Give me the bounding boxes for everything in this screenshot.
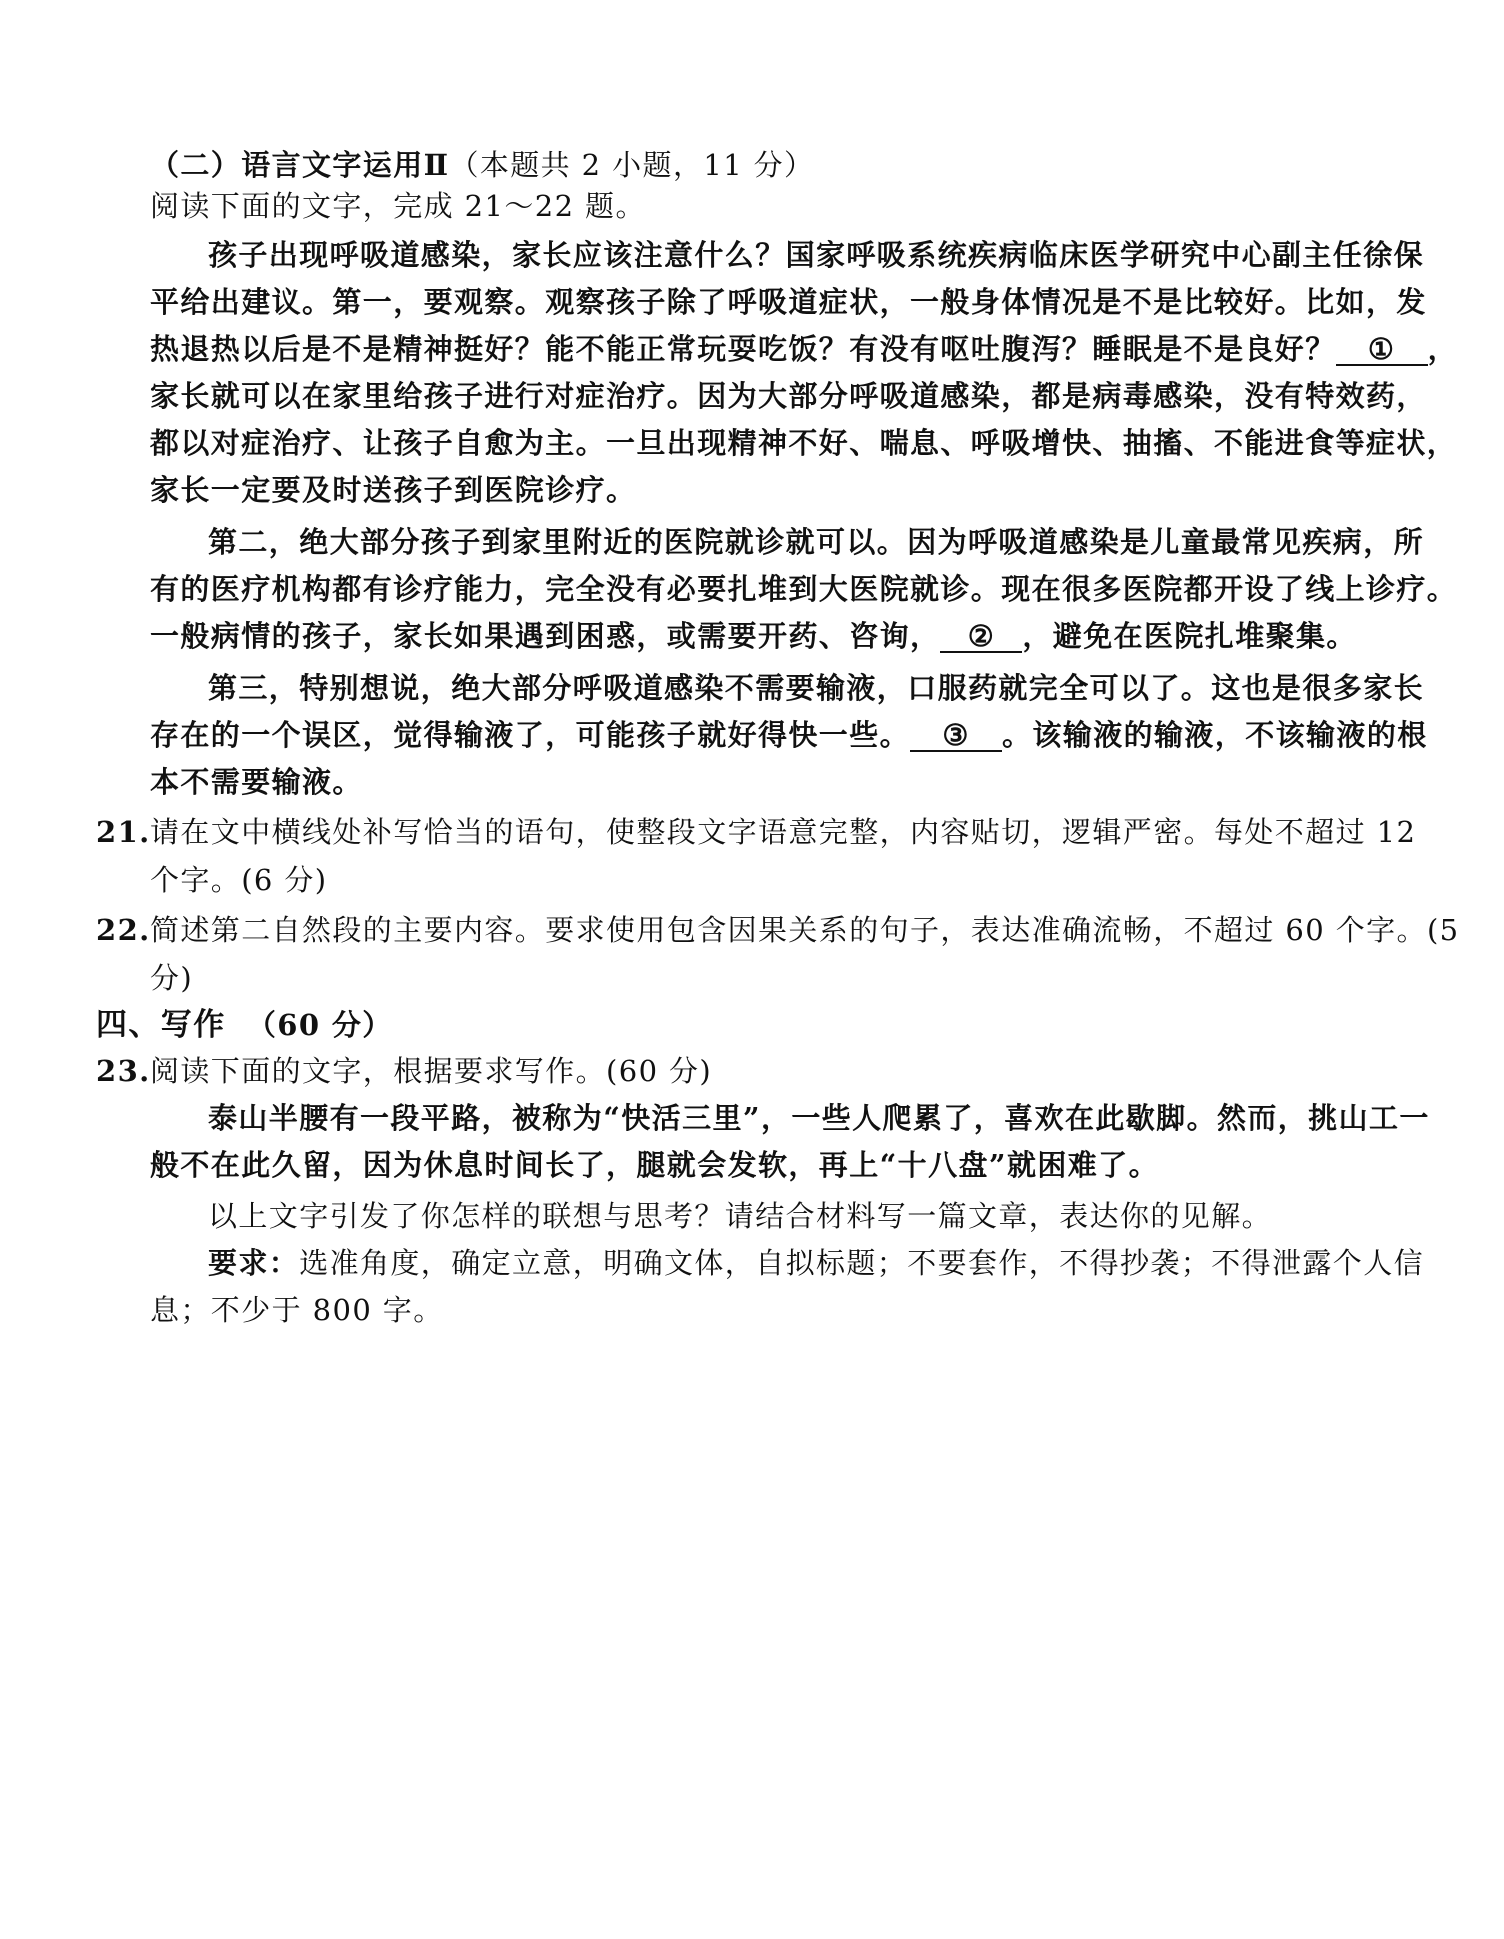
question-22-line2: 分) xyxy=(150,961,194,995)
requirements-label: 要求： xyxy=(208,1246,300,1280)
section2-score: （本题共 2 小题，11 分） xyxy=(449,148,815,182)
passage-p1-line2: 平给出建议。第一，要观察。观察孩子除了呼吸道症状，一般身体情况是不是比较好。比如，发 xyxy=(150,285,1427,319)
question-21-number: 21. xyxy=(96,815,151,849)
question-21 xyxy=(96,812,1416,852)
requirements-line2: 息；不少于 800 字。 xyxy=(150,1293,444,1327)
passage-p3-line2-end: 。该输液的输液，不该输液的根 xyxy=(1002,718,1428,752)
passage-p1-line3-text: 热退热以后是不是精神挺好？能不能正常玩耍吃饭？有没有呕吐腹泻？睡眠是不是良好？ xyxy=(150,332,1336,366)
section4-title: 四、写作 xyxy=(96,1007,226,1043)
question-23-number: 23. xyxy=(96,1054,151,1088)
passage-p2-line3-end: ，避免在医院扎堆聚集。 xyxy=(1022,619,1357,653)
passage-p1-line4: 家长就可以在家里给孩子进行对症治疗。因为大部分呼吸道感染，都是病毒感染，没有特效药， xyxy=(150,379,1427,413)
passage-p3-line2 xyxy=(150,715,1428,755)
blank-1: ① xyxy=(1336,334,1428,366)
passage-p1-line3 xyxy=(150,329,1458,369)
question-23 xyxy=(96,1051,712,1091)
section2-heading xyxy=(150,145,814,185)
requirements-text: 选准角度，确定立意，明确文体，自拟标题；不要套作，不得抄袭；不得泄露个人信 xyxy=(299,1246,1425,1280)
passage-p3-line3: 本不需要输液。 xyxy=(150,765,363,799)
question-22 xyxy=(96,910,1460,950)
passage-p1-line6: 家长一定要及时送孩子到医院诊疗。 xyxy=(150,473,637,507)
material-line1: 泰山半腰有一段平路，被称为“快活三里”，一些人爬累了，喜欢在此歇脚。然而，挑山工一 xyxy=(208,1101,1430,1135)
section2-title: （二）语言文字运用Ⅱ xyxy=(150,148,450,182)
writing-prompt: 以上文字引发了你怎样的联想与思考？请结合材料写一篇文章，表达你的见解。 xyxy=(208,1199,1273,1233)
passage-p1-line1: 孩子出现呼吸道感染，家长应该注意什么？国家呼吸系统疾病临床医学研究中心副主任徐保 xyxy=(208,238,1425,272)
question-22-number: 22. xyxy=(96,913,151,947)
section4-score: （60 分） xyxy=(246,1008,393,1042)
question-21-text: 请在文中横线处补写恰当的语句，使整段文字语意完整，内容贴切，逻辑严密。每处不超过 12 xyxy=(150,815,1417,849)
material-line2: 般不在此久留，因为休息时间长了，腿就会发软，再上“十八盘”就困难了。 xyxy=(150,1148,1159,1182)
passage-p2-line3 xyxy=(150,616,1357,656)
requirements xyxy=(208,1243,1424,1283)
passage-p2-line2: 有的医疗机构都有诊疗能力，完全没有必要扎堆到大医院就诊。现在很多医院都开设了线上诊疗。 xyxy=(150,572,1458,606)
question-21-line2: 个字。(6 分) xyxy=(150,863,328,897)
section4-heading xyxy=(96,1005,393,1045)
question-22-text: 简述第二自然段的主要内容。要求使用包含因果关系的句子，表达准确流畅，不超过 60 个字。(5 xyxy=(150,913,1460,947)
question-23-text: 阅读下面的文字，根据要求写作。(60 分) xyxy=(150,1054,713,1088)
passage-p2-line3-text: 一般病情的孩子，家长如果遇到困惑，或需要开药、咨询， xyxy=(150,619,941,653)
blank-2: ② xyxy=(940,621,1022,653)
passage-p3-line1: 第三，特别想说，绝大部分呼吸道感染不需要输液，口服药就完全可以了。这也是很多家长 xyxy=(208,671,1425,705)
blank-3: ③ xyxy=(910,720,1002,752)
section2-instruction: 阅读下面的文字，完成 21～22 题。 xyxy=(150,189,646,223)
passage-p1-line3-end: ， xyxy=(1427,332,1459,366)
passage-p2-line1: 第二，绝大部分孩子到家里附近的医院就诊就可以。因为呼吸道感染是儿童最常见疾病，所 xyxy=(208,525,1425,559)
passage-p3-line2-text: 存在的一个误区，觉得输液了，可能孩子就好得快一些。 xyxy=(150,718,911,752)
passage-p1-line5: 都以对症治疗、让孩子自愈为主。一旦出现精神不好、喘息、呼吸增快、抽搐、不能进食等症状， xyxy=(150,426,1458,460)
